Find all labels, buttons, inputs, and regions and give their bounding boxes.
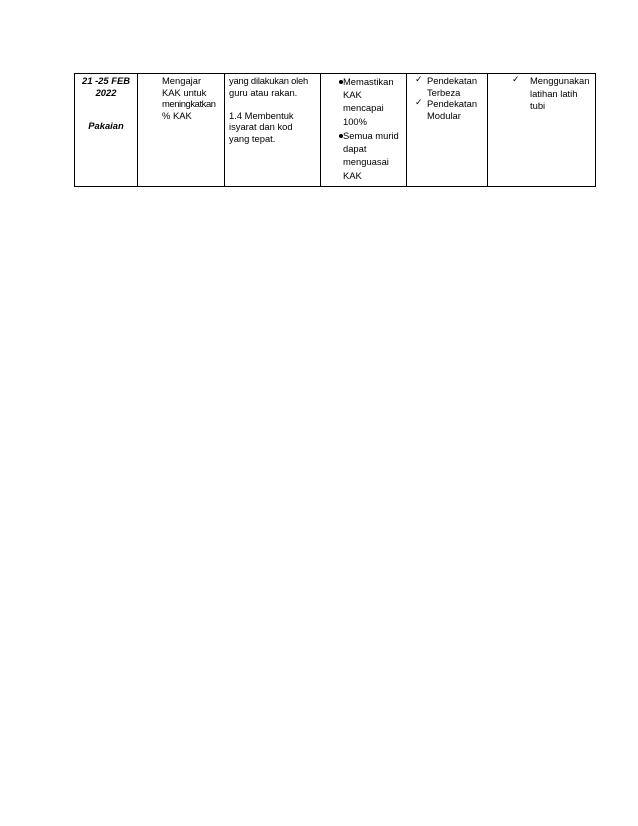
target-line: mencapai xyxy=(343,102,384,114)
target-line: KAK xyxy=(343,169,362,181)
target-line: dapat xyxy=(343,143,367,155)
target-line: 100% xyxy=(343,115,367,127)
target-line: Memastikan xyxy=(343,76,394,87)
method-line: latihan latih xyxy=(530,87,578,99)
week-dates xyxy=(75,75,137,98)
activity-line: KAK untuk xyxy=(162,86,207,98)
check-icon: ✓ xyxy=(415,75,423,85)
approach-line: Modular xyxy=(427,109,461,121)
week-dates-line: 2022 xyxy=(95,86,117,98)
lesson-plan-table xyxy=(74,73,596,187)
approach-line: Pendekatan xyxy=(427,98,478,109)
approach-item xyxy=(427,75,485,98)
target-line: Semua murid xyxy=(343,130,399,141)
approach-line: Terbeza xyxy=(427,86,461,98)
approach-line: Pendekatan xyxy=(427,75,478,86)
method-line: Menggunakan xyxy=(530,75,590,86)
theme-label: Pakaian xyxy=(88,120,124,131)
target-line: menguasai xyxy=(343,156,389,168)
method-line: tubi xyxy=(530,100,546,112)
standard-line: 1.4 Membentuk xyxy=(229,109,294,121)
check-icon: ✓ xyxy=(415,98,423,108)
week-dates-line: 21 -25 FEB xyxy=(82,75,130,86)
standard-line: yang tepat. xyxy=(229,132,276,144)
activity-line: Mengajar xyxy=(162,75,202,86)
column-divider xyxy=(224,74,225,186)
method-item xyxy=(530,75,594,113)
approach-item xyxy=(427,98,485,121)
activity-cell xyxy=(162,75,222,121)
activity-line: % KAK xyxy=(162,109,192,121)
target-item xyxy=(343,129,405,182)
check-icon: ✓ xyxy=(512,75,520,85)
standard-line: isyarat dan kod xyxy=(229,121,293,133)
standard-cell xyxy=(229,75,319,145)
column-divider xyxy=(320,74,321,186)
target-item xyxy=(343,75,405,128)
column-divider xyxy=(406,74,407,186)
activity-line: meningkatkan xyxy=(162,98,216,110)
column-divider xyxy=(487,74,488,186)
column-divider xyxy=(137,74,138,186)
standard-line: yang dilakukan oleh xyxy=(229,75,309,86)
standard-line: guru atau rakan. xyxy=(229,86,298,98)
target-line: KAK xyxy=(343,89,362,101)
